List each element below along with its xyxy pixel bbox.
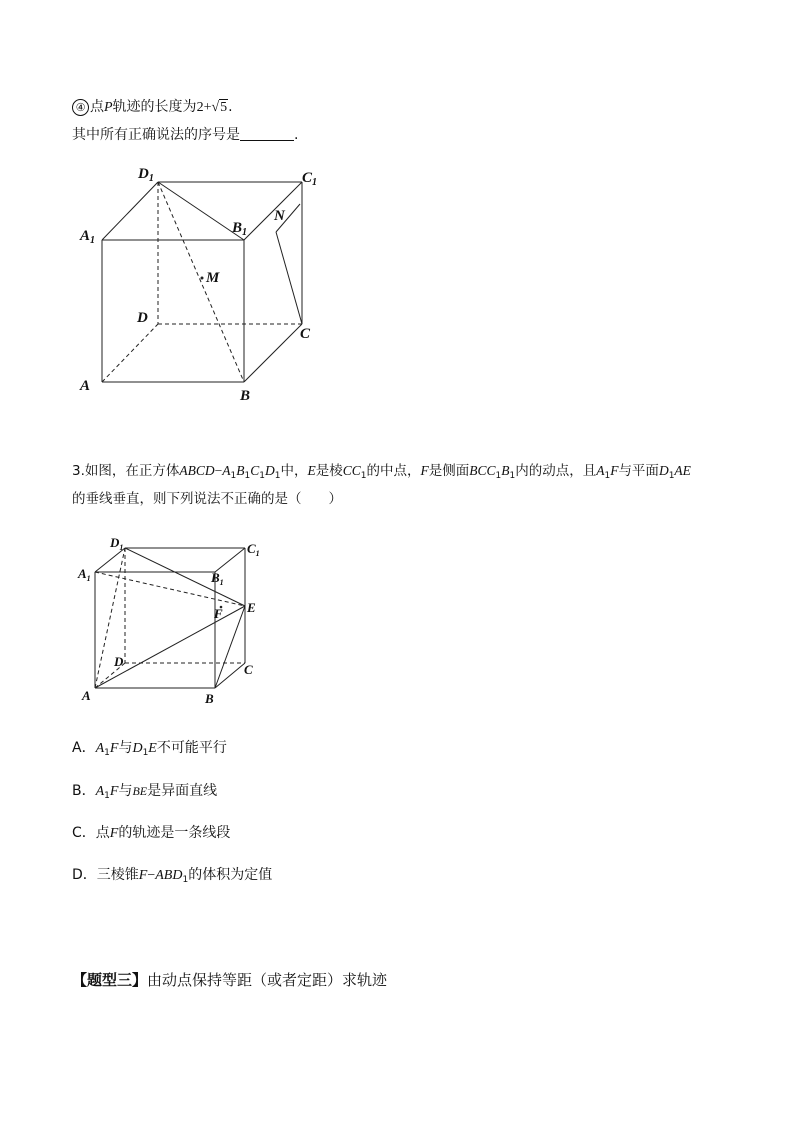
section-heading: 【题型三】由动点保持等距（或者定距）求轨迹 (72, 971, 388, 989)
item-4-statement: ④ 点P轨迹的长度为2+√5. (72, 98, 233, 117)
point-m (201, 277, 204, 280)
label-n: N (274, 208, 285, 224)
label-c1: $C_1$ (247, 541, 260, 558)
seg-n-line-2 (276, 232, 302, 324)
option-d[interactable]: D．三棱锥$F-ABD_1$的体积为定值 (72, 867, 273, 885)
label-b: B (240, 388, 251, 404)
label-d1: $D_1$ (110, 535, 124, 552)
label-b1: $B_1$ (232, 220, 248, 238)
label-e: E (247, 600, 256, 615)
label-a1: $A_1$ (80, 228, 96, 246)
label-a: A (82, 688, 91, 703)
prompt-line: 其中所有正确说法的序号是 . (72, 127, 299, 143)
hidden-a-d (102, 324, 158, 382)
edge-b-c (244, 324, 302, 382)
label-d: D (137, 310, 148, 326)
cube-figure-1 (70, 158, 350, 408)
label-f: F (214, 606, 223, 621)
label-d1: $D_1$ (138, 166, 154, 184)
problem-3-line-2: 的垂线垂直，则下列说法不正确的是（ ） (72, 491, 342, 507)
label-c: C (300, 326, 311, 342)
option-a[interactable]: A．$A_1F$与$D_1E$不可能平行 (72, 740, 227, 758)
edge-b1-c1 (244, 182, 302, 240)
cube-figure-2 (74, 530, 274, 710)
label-a1: $A_1$ (78, 566, 91, 583)
hidden-d1-b (158, 182, 244, 382)
label-c: C (244, 662, 253, 677)
label-b1: $B_1$ (211, 570, 224, 587)
label-d: D (114, 654, 124, 669)
label-b: B (205, 691, 214, 706)
edge-b1-c1 (215, 548, 245, 572)
label-m: M (206, 270, 220, 286)
label-c1: $C_1$ (302, 170, 318, 188)
answer-blank[interactable] (240, 126, 294, 141)
problem-3-line-1: 3.如图，在正方体$ABCD-A_1B_1C_1D_1$中，E是棱$CC_1$的中点，F是侧面$BCC_1B_1$内的动点，且$A_1F$与平面$D_1AE$ (72, 463, 691, 481)
seg-d1-e (125, 548, 245, 606)
label-a: A (80, 378, 91, 394)
option-c[interactable]: C．点F的轨迹是一条线段 (72, 825, 231, 841)
edge-a1-d1 (102, 182, 158, 240)
option-b[interactable]: B．$A_1F$与BE是异面直线 (72, 783, 218, 801)
item-4-marker: ④ (72, 99, 89, 116)
